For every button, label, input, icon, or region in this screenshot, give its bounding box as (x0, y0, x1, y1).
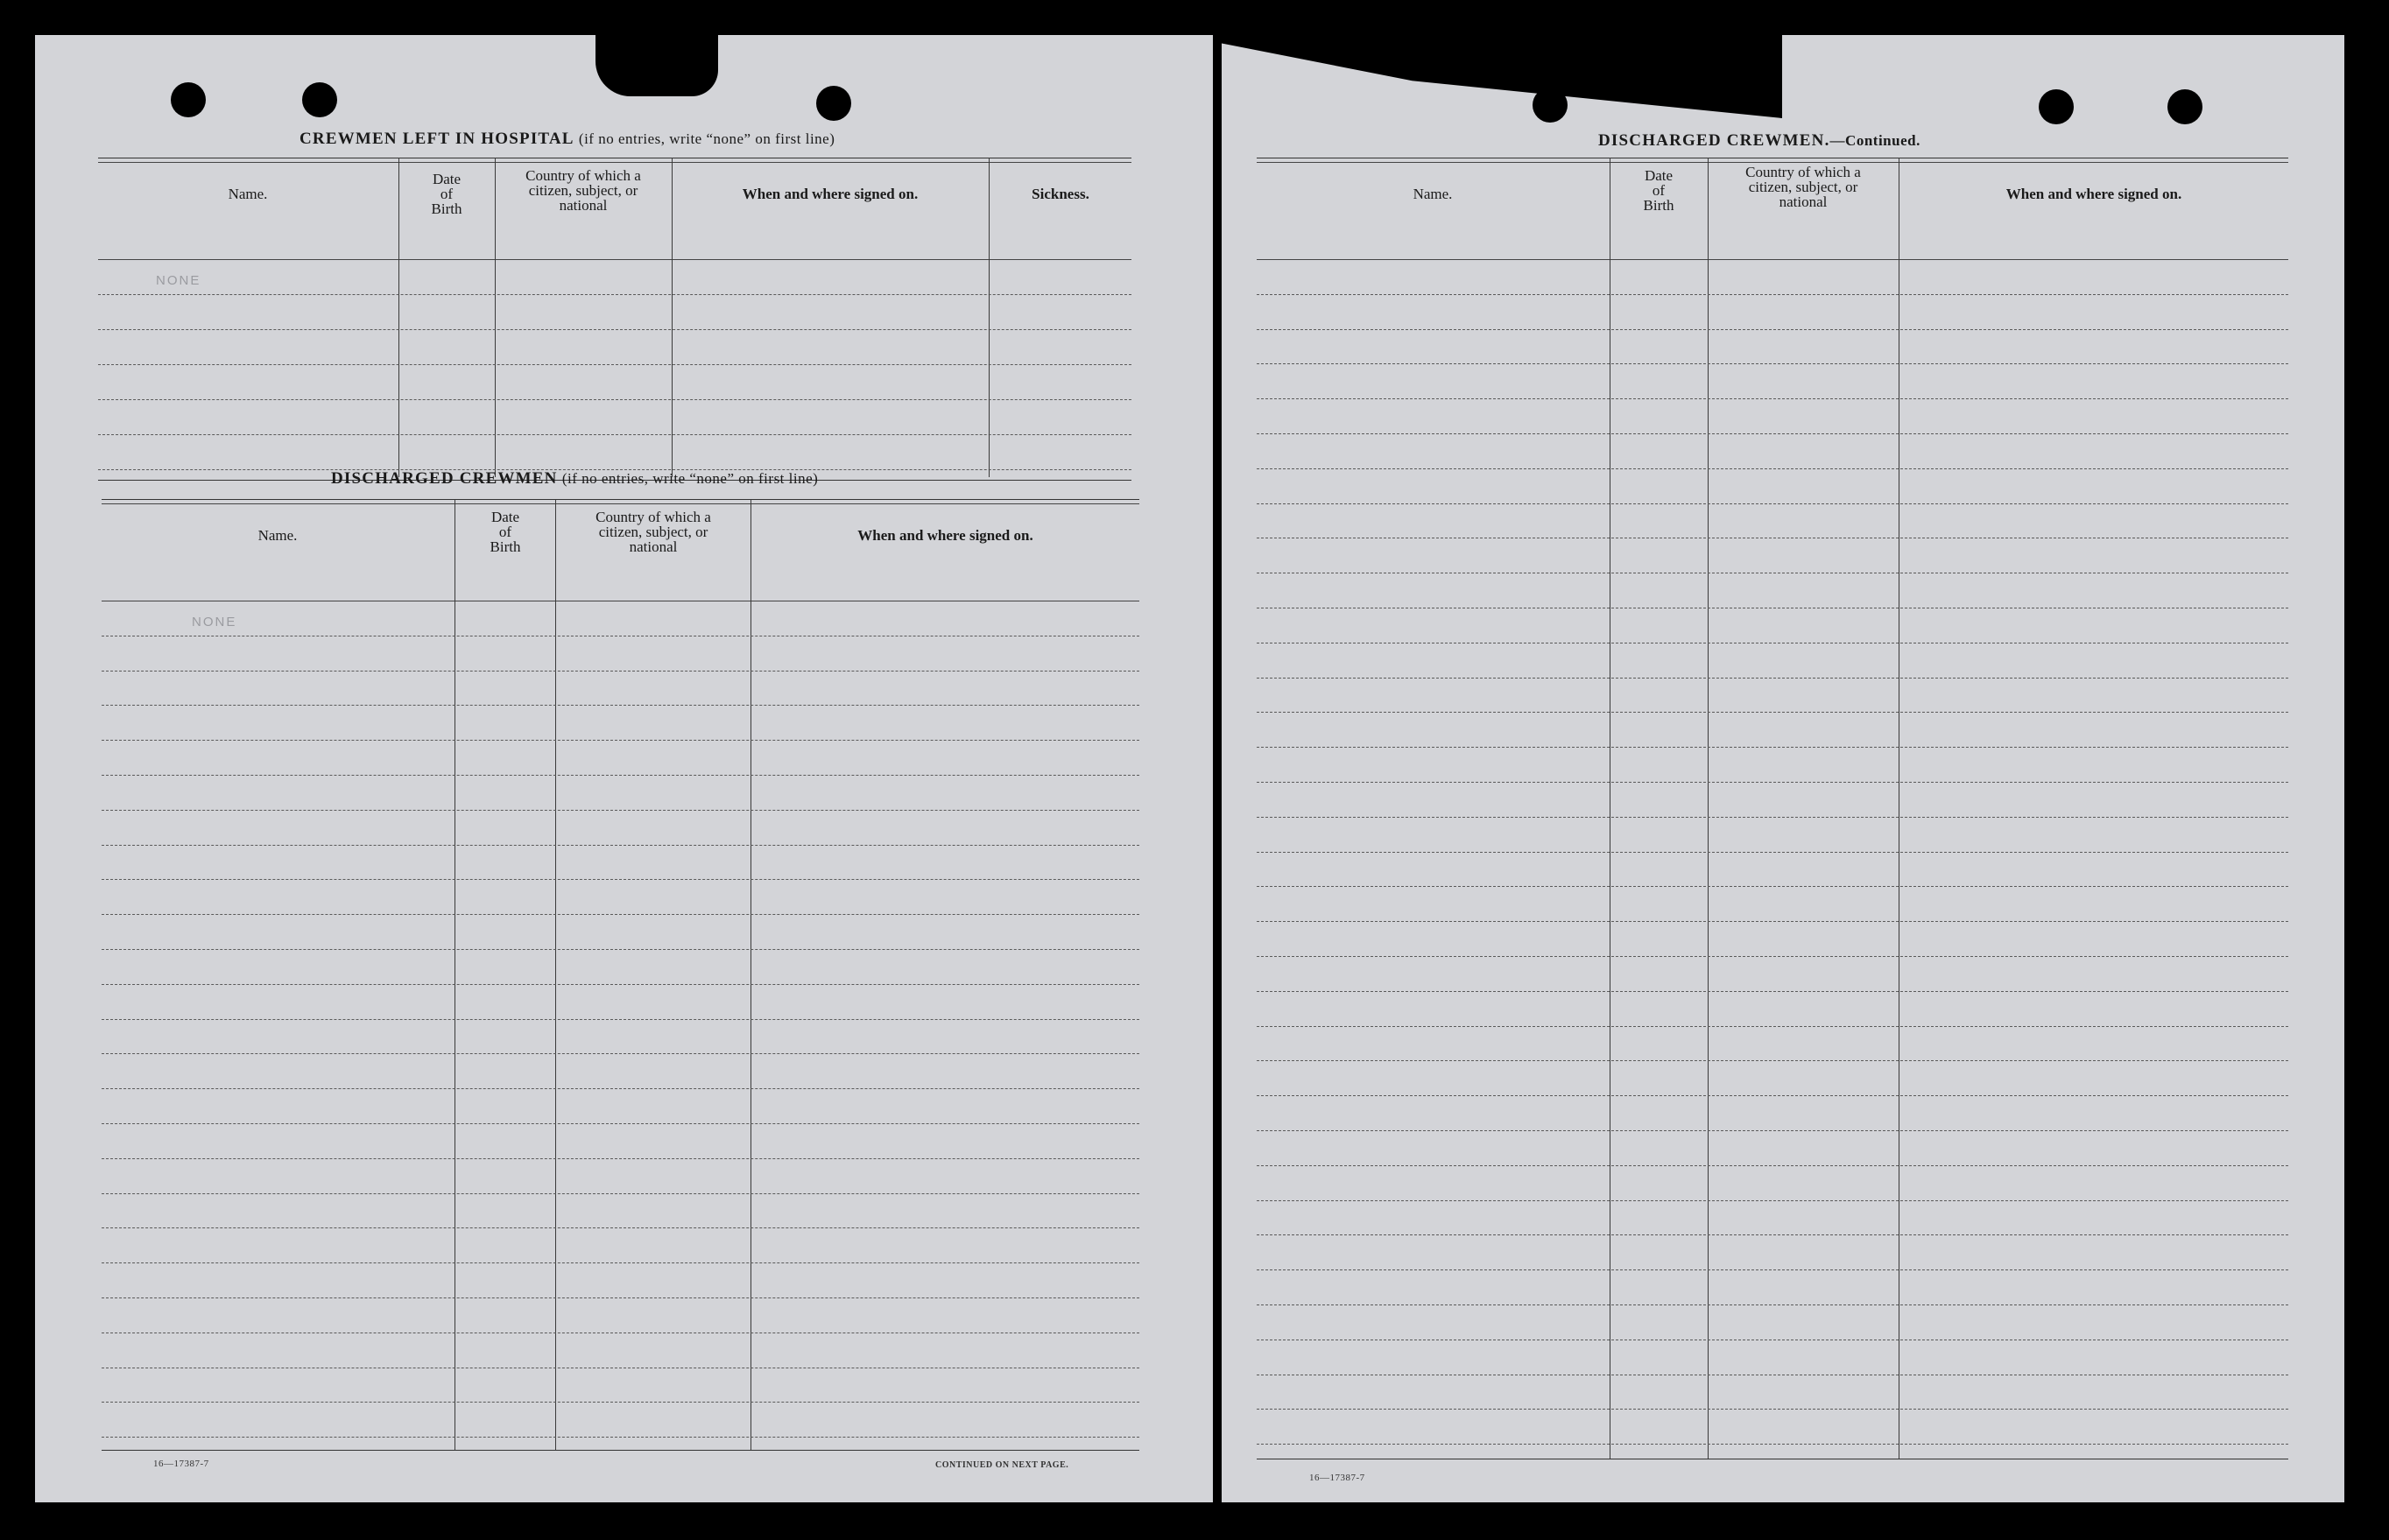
col-header-name: Name. (257, 526, 298, 544)
discharged-title-note: (if no entries, write “none” on first line) (561, 470, 819, 487)
form-number: 16—17387-7 (153, 1459, 209, 1469)
form-row-line (102, 914, 1139, 915)
form-row-line (1257, 747, 2288, 748)
continued-title-text: DISCHARGED CREWMEN. (1598, 131, 1830, 150)
form-row-line (1257, 503, 2288, 504)
col-header-country: Country of which a citizen, subject, or national (1745, 163, 1861, 210)
discharged-title-text: DISCHARGED CREWMEN (331, 469, 558, 488)
form-row-line (1257, 398, 2288, 399)
form-row-line (1257, 886, 2288, 887)
form-row-line (102, 1193, 1139, 1194)
form-row-line (1257, 1060, 2288, 1061)
form-row-line (1257, 1444, 2288, 1445)
form-row-line (1257, 433, 2288, 434)
col-header-dob: Date of Birth (490, 508, 521, 555)
torn-corner (595, 35, 718, 96)
col-header-sickness: Sickness. (1032, 185, 1089, 202)
col-header-name: Name. (228, 185, 268, 202)
punch-hole (171, 82, 206, 117)
punch-hole (2039, 89, 2074, 124)
punch-hole (2167, 89, 2202, 124)
continued-title-suffix: —Continued. (1829, 132, 1920, 149)
col-header-name: Name. (1413, 185, 1453, 202)
form-row-line (102, 1123, 1139, 1124)
punch-hole (1533, 88, 1568, 123)
form-row-line (102, 1437, 1139, 1438)
col-header-country: Country of which a citizen, subject, or national (595, 508, 711, 555)
form-row-line (1257, 991, 2288, 992)
continued-note: CONTINUED ON NEXT PAGE. (935, 1460, 1069, 1470)
col-header-signed: When and where signed on. (857, 526, 1033, 544)
hospital-section-title (300, 130, 835, 149)
form-row-line (1257, 956, 2288, 957)
form-row-line (1257, 294, 2288, 295)
form-row-line (1257, 1165, 2288, 1166)
form-row-line (98, 329, 1131, 330)
punch-hole (816, 86, 851, 121)
discharged-section-title (331, 469, 818, 489)
form-row-line (1257, 712, 2288, 713)
form-row-line (102, 740, 1139, 741)
form-row-line (98, 364, 1131, 365)
discharged-continued-table (1257, 158, 2288, 1462)
form-row-line (102, 845, 1139, 846)
torn-corner (1222, 35, 1782, 118)
form-row-line (102, 1402, 1139, 1403)
form-row-line (1257, 1409, 2288, 1410)
form-row-line (1257, 678, 2288, 679)
form-row-line (102, 775, 1139, 776)
form-row-line (102, 1088, 1139, 1089)
form-row-line (1257, 1026, 2288, 1027)
hospital-title-note: (if no entries, write “none” on first line) (578, 130, 835, 147)
form-row-line (1257, 1130, 2288, 1131)
col-header-dob: Date of Birth (1643, 166, 1674, 214)
form-row-line (102, 671, 1139, 672)
punch-hole (302, 82, 337, 117)
form-row-line (1257, 329, 2288, 330)
form-row-line (102, 1053, 1139, 1054)
form-row-line (1257, 1269, 2288, 1270)
form-row-line (1257, 782, 2288, 783)
form-row-line (98, 294, 1131, 295)
first-entry-value: NONE (192, 615, 237, 629)
form-row-line (102, 1158, 1139, 1159)
form-row-line (102, 984, 1139, 985)
form-row-line (102, 1019, 1139, 1020)
col-header-signed: When and where signed on. (742, 185, 919, 202)
form-number: 16—17387-7 (1309, 1473, 1365, 1483)
hospital-table (98, 158, 1131, 483)
form-row-line (1257, 468, 2288, 469)
form-row-line (1257, 1095, 2288, 1096)
right-form-page (1222, 35, 2344, 1502)
left-form-page (35, 35, 1213, 1502)
form-row-line (102, 1227, 1139, 1228)
form-row-line (1257, 1200, 2288, 1201)
form-row-line (1257, 852, 2288, 853)
hospital-title-text: CREWMEN LEFT IN HOSPITAL (300, 130, 574, 148)
form-row-line (1257, 1304, 2288, 1305)
col-header-signed: When and where signed on. (2005, 185, 2182, 202)
form-row-line (102, 949, 1139, 950)
form-row-line (1257, 1234, 2288, 1235)
form-row-line (102, 1297, 1139, 1298)
form-row-line (1257, 363, 2288, 364)
col-header-country: Country of which a citizen, subject, or national (525, 166, 641, 214)
form-row-line (1257, 921, 2288, 922)
form-row-line (102, 1262, 1139, 1263)
form-row-line (102, 705, 1139, 706)
first-entry-value: NONE (156, 273, 201, 288)
discharged-continued-title (1598, 131, 1920, 151)
form-row-line (98, 399, 1131, 400)
form-row-line (1257, 817, 2288, 818)
col-header-dob: Date of Birth (431, 170, 462, 217)
form-row-line (102, 879, 1139, 880)
form-row-line (102, 810, 1139, 811)
discharged-table (102, 499, 1139, 1453)
form-row-line (98, 434, 1131, 435)
